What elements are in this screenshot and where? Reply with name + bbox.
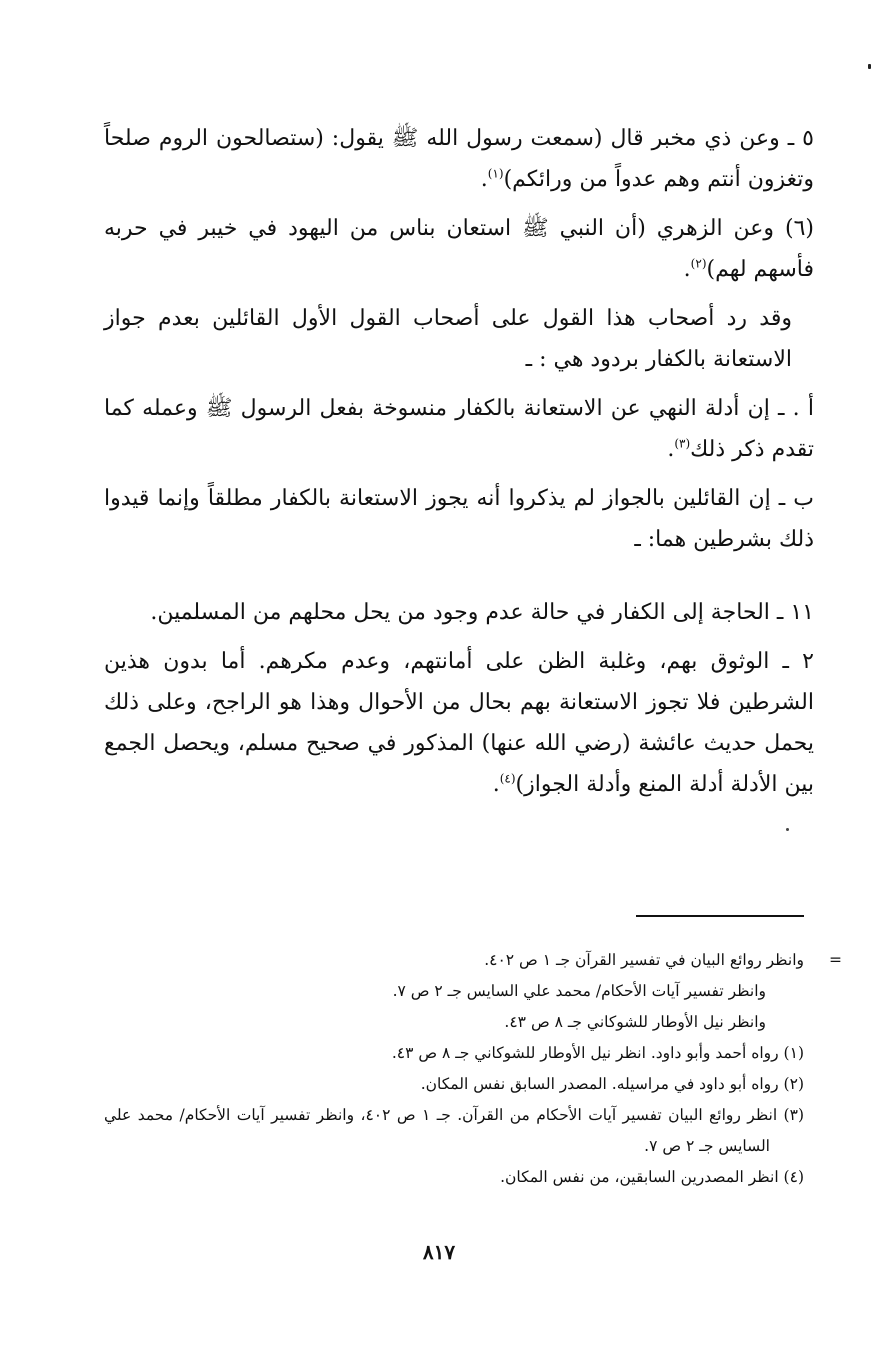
paragraph-hadith-6: (٦) وعن الزهري (أن النبي ﷺ استعان بناس من اليهود في خيبر في حربه فأسهم لهم)$^{(٢)}$. [104, 216, 814, 282]
paragraph-hadith-5: ٥ ـ وعن ذي مخبر قال (سمعت رسول الله ﷺ يقول: (ستصالحون الروم صلحاً وتغزون أنتم وهم عدواً من ورائكم)$^{(١)}$. [104, 126, 814, 192]
footnote-continuation [104, 945, 842, 976]
paragraph-text: ٢ ـ الوثوق بهم، وغلبة الظن على أمانتهم، وعدم مكرهم. أما بدون هذين الشرطين فلا تجوز الاستعانة بهم بحال من الأحوال وهذا هو الراجح، وعلى ذلك يحمل حديث عائشة (رضي الله عنها) المذكور في صحيح مسلم، ويحصل الجمع بين الأدلة أدلة المنع وأدلة الجواز) [104, 649, 814, 797]
scan-dot [786, 828, 789, 831]
footnote-ref[interactable]: (٣) [674, 436, 691, 451]
footnote-separator [636, 915, 804, 917]
footnote-2: (٢) رواه أبو داود في مراسيله. المصدر السابق نفس المكان. [420, 1075, 804, 1093]
paragraph-text: أ . ـ إن أدلة النهي عن الاستعانة بالكفار منسوخة بفعل الرسول ﷺ وعمله كما تقدم ذكر ذلك [104, 396, 814, 462]
footnote-continuation: وانظر نيل الأوطار للشوكاني جـ ٨ ص ٤٣. [504, 1013, 766, 1031]
continuation-mark: = [829, 951, 842, 969]
paragraph-text: ٥ ـ وعن ذي مخبر قال (سمعت رسول الله ﷺ يقول: (ستصالحون الروم صلحاً وتغزون أنتم وهم عدواً من ورائكم) [104, 126, 814, 192]
footnote-1: (١) رواه أحمد وأبو داود. انظر نيل الأوطار للشوكاني جـ ٨ ص ٤٣. [391, 1044, 804, 1062]
footnote-ref[interactable]: (٤) [499, 771, 516, 786]
paragraph-point-b: ب ـ إن القائلين بالجواز لم يذكروا أنه يجوز الاستعانة بالكفار مطلقاً وإنما قيدوا ذلك بشرطين هما: ـ [104, 486, 814, 552]
footnote-ref[interactable]: (١) [487, 166, 504, 181]
footnote-3: (٣) انظر روائع البيان تفسير آيات الأحكام من القرآن. جـ ١ ص ٤٠٢، وانظر تفسير آيات الأحكام/ محمد علي السايس جـ ٢ ص ٧. [104, 1106, 804, 1155]
footnote-4: (٤) انظر المصدرين السابقين، من نفس المكان. [500, 1168, 804, 1186]
paragraph-condition-2: ٢ ـ الوثوق بهم، وغلبة الظن على أمانتهم، وعدم مكرهم. أما بدون هذين الشرطين فلا تجوز الاستعانة بهم بحال من الأحوال وهذا هو الراجح، وعلى ذلك يحمل حديث عائشة (رضي الله عنها) المذكور في صحيح مسلم، ويحصل الجمع بين الأدلة أدلة المنع وأدلة الجواز)$^{(٤)}$. [104, 649, 814, 797]
paragraph-rebuttal-intro: وقد رد أصحاب هذا القول على أصحاب القول الأول القائلين بعدم جواز الاستعانة بالكفار بردود هي : ـ [104, 306, 792, 372]
footnote-ref[interactable]: (٢) [690, 256, 707, 271]
main-text [104, 118, 814, 813]
footnotes [104, 945, 842, 1193]
footnote-text: وانظر روائع البيان في تفسير القرآن جـ ١ ص ٤٠٢. [484, 951, 804, 969]
paragraph-text: (٦) وعن الزهري (أن النبي ﷺ استعان بناس من اليهود في خيبر في حربه فأسهم لهم) [104, 216, 814, 282]
footnote-continuation: وانظر تفسير آيات الأحكام/ محمد علي السايس جـ ٢ ص ٧. [392, 982, 766, 1000]
page-number: ٨١٧ [422, 1240, 456, 1264]
scan-speck [868, 64, 871, 69]
paragraph-point-a: أ . ـ إن أدلة النهي عن الاستعانة بالكفار منسوخة بفعل الرسول ﷺ وعمله كما تقدم ذكر ذلك$^{(٣)}$. [104, 396, 814, 462]
paragraph-condition-1: ١١ ـ الحاجة إلى الكفار في حالة عدم وجود من يحل محلهم من المسلمين. [150, 600, 814, 625]
